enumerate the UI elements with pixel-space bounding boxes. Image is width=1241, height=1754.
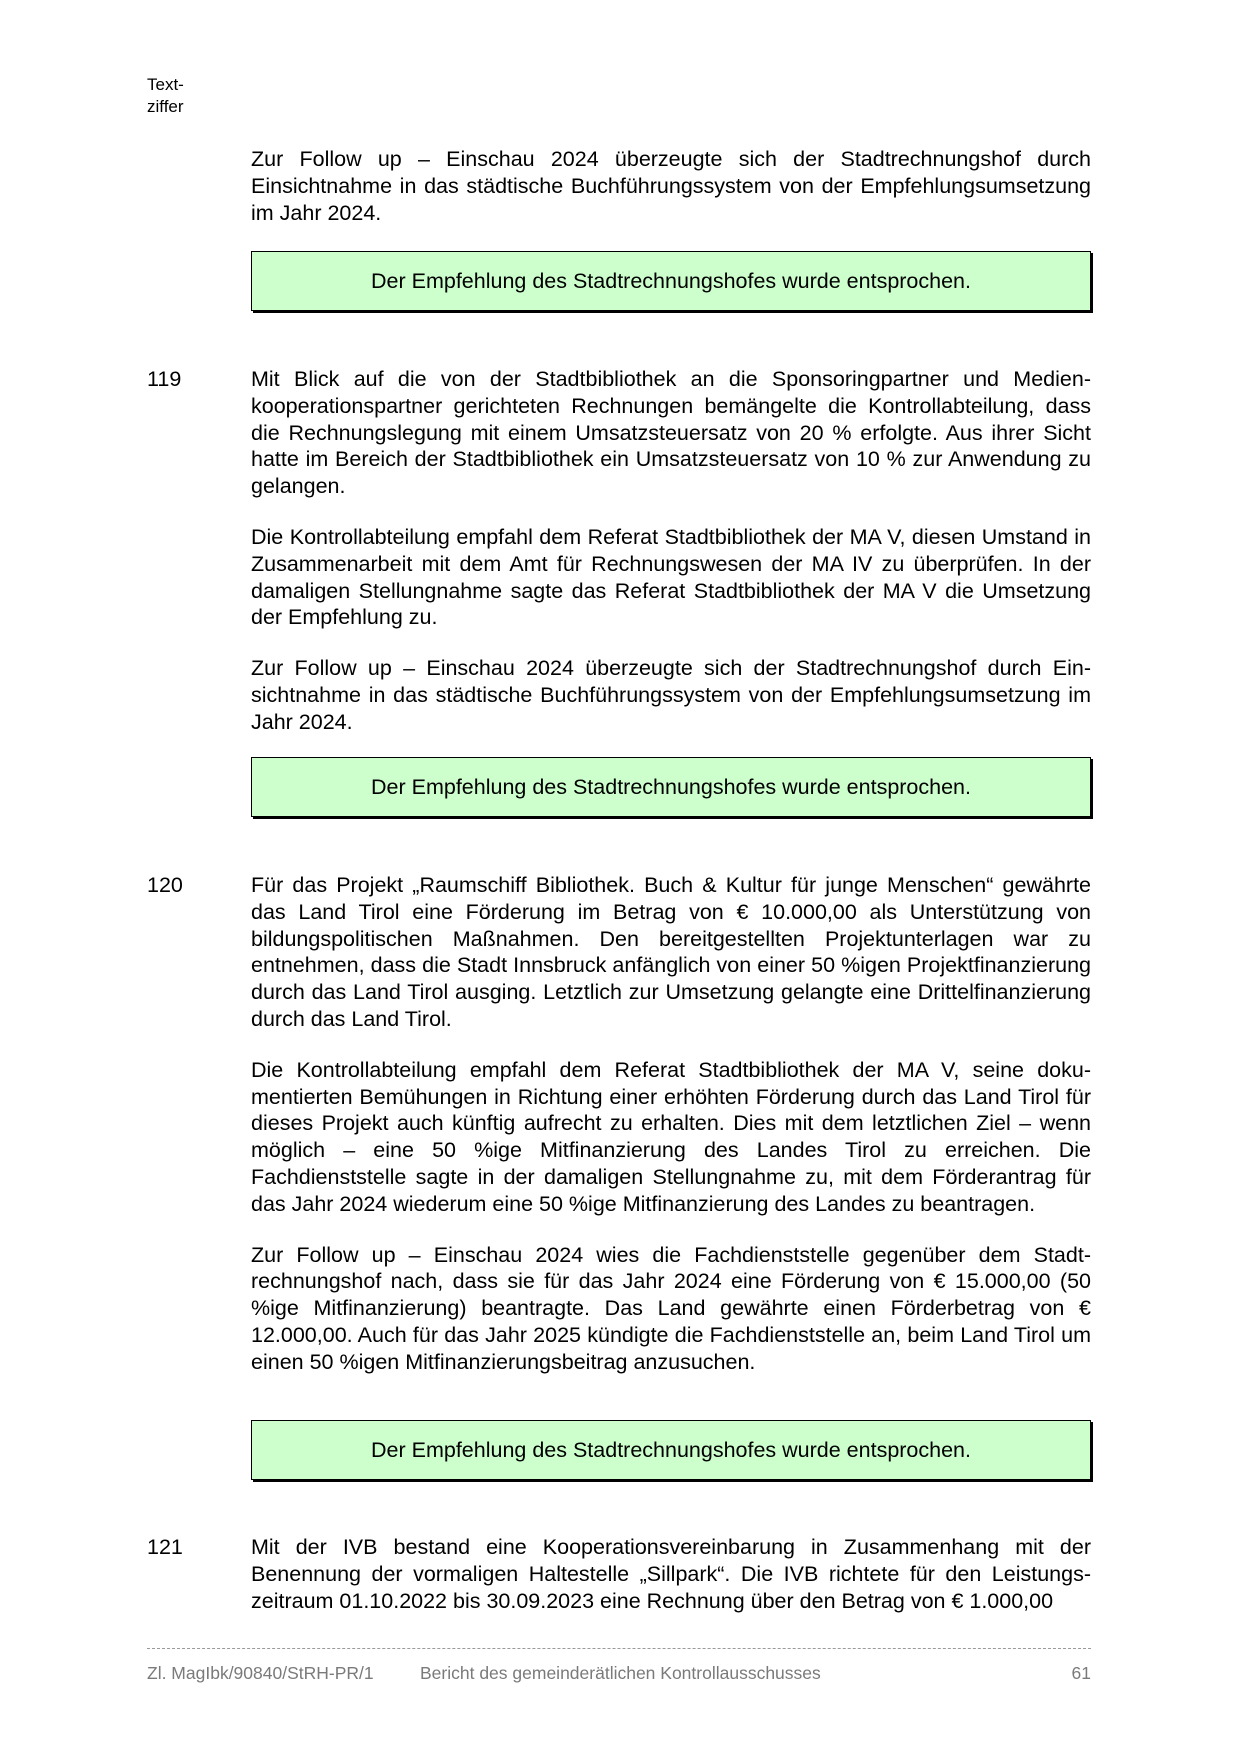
verdict-box xyxy=(251,757,1091,817)
section-121 xyxy=(251,1534,1091,1614)
paragraph: Mit Blick auf die von der Stadtbibliothek an die Sponsoringpartner und Medienkooperationspartner gerichteten Rechnungen bemängelte die Kontrollabteilung, dass die Rechnungslegung mit einem Umsatzsteuersatz von 20 % erfolgte. Aus ihrer Sicht hatte im Bereich der Stadtbibliothek ein Umsatzsteuersatz von 10 % zur Anwendung zu gelangen. xyxy=(251,367,1091,499)
margin-label-line1: Text- xyxy=(147,75,184,94)
verdict-text: Der Empfehlung des Stadtrechnungshofes wurde entsprochen. xyxy=(371,268,971,293)
margin-label-textziffer xyxy=(147,74,184,118)
footer-title: Bericht des gemeinderätlichen Kontrollausschusses xyxy=(420,1663,821,1683)
paragraph: Die Kontrollabteilung empfahl dem Referat Stadtbibliothek der MA V, diesen Umstand in Zusammenarbeit mit dem Amt für Rechnungswesen der MA IV zu überprüfen. In der damaligen Stellungnahme sagte das Referat Stadtbibliothek der MA V die Umsetzung der Empfehlung zu. xyxy=(251,524,1091,630)
section-120 xyxy=(251,872,1091,1376)
verdict-text: Der Empfehlung des Stadtrechnungshofes wurde entsprochen. xyxy=(371,1437,971,1462)
page-number: 61 xyxy=(1071,1663,1091,1683)
textziffer-number: 120 xyxy=(147,873,183,897)
verdict-box xyxy=(251,251,1091,311)
paragraph: Für das Projekt „Raumschiff Bibliothek. Buch & Kultur für junge Menschen“ gewährte das Land Tirol eine Förderung im Betrag von € 10.000,00 als Unterstützung von bildungspolitischen Maßnahmen. Den bereitgestellten Projektunterlagen war zu entnehmen, dass die Stadt Innsbruck anfänglich von einer 50 %igen Projektfinanzierung durch das Land Tirol ausging. Letztlich zur Umsetzung gelangte eine Drittelfinanzierung durch das Land Tirol. xyxy=(251,873,1091,1031)
textziffer-number: 119 xyxy=(147,367,182,391)
paragraph: Zur Follow up – Einschau 2024 überzeugte sich der Stadtrechnungshof durch Einsichtnahme in das städtische Buchführungssystem von der Empfehlungsumsetzung im Jahr 2024. xyxy=(251,147,1091,225)
margin-label-line2: ziffer xyxy=(147,97,184,116)
verdict-box xyxy=(251,1420,1091,1480)
paragraph: Zur Follow up – Einschau 2024 überzeugte sich der Stadtrechnungshof durch Einsichtnahme in das städtische Buchführungssystem von der Empfehlungsumsetzung im Jahr 2024. xyxy=(251,656,1091,734)
textziffer-number: 121 xyxy=(147,1535,183,1559)
footer-reference: Zl. MagIbk/90840/StRH-PR/1 xyxy=(147,1663,374,1683)
paragraph: Zur Follow up – Einschau 2024 wies die Fachdienststelle gegenüber dem Stadtrechnungshof nach, dass sie für das Jahr 2024 eine Förderung von € 15.000,00 (50 %ige Mitfinanzierung) beantragte. Das Land gewährte einen Förderbetrag von € 12.000,00. Auch für das Jahr 2025 kündigte die Fachdienststelle an, beim Land Tirol um einen 50 %igen Mitfinanzierungsbeitrag anzusuchen. xyxy=(251,1242,1091,1374)
footer-divider xyxy=(147,1648,1091,1649)
paragraph: Mit der IVB bestand eine Kooperationsvereinbarung in Zusammenhang mit der Benennung der vormaligen Haltestelle „Sillpark“. Die IVB richtete für den Leistungszeitraum 01.10.2022 bis 30.09.2023 eine Rechnung über den Betrag von € 1.000,00 xyxy=(251,1535,1091,1613)
section-119 xyxy=(251,366,1091,736)
section-continuation xyxy=(251,146,1091,226)
paragraph: Die Kontrollabteilung empfahl dem Referat Stadtbibliothek der MA V, seine dokumentierten Bemühungen in Richtung einer erhöhten Förderung durch das Land Tirol für dieses Projekt auch künftig aufrecht zu erhalten. Dies mit dem letztlichen Ziel – wenn möglich – eine 50 %ige Mitfinanzierung des Landes Tirol zu erreichen. Die Fachdienststelle sagte in der damaligen Stellungnahme zu, mit dem Förderantrag für das Jahr 2024 wiederum eine 50 %ige Mitfinanzierung des Landes zu beantragen. xyxy=(251,1057,1091,1216)
verdict-text: Der Empfehlung des Stadtrechnungshofes wurde entsprochen. xyxy=(371,774,971,799)
